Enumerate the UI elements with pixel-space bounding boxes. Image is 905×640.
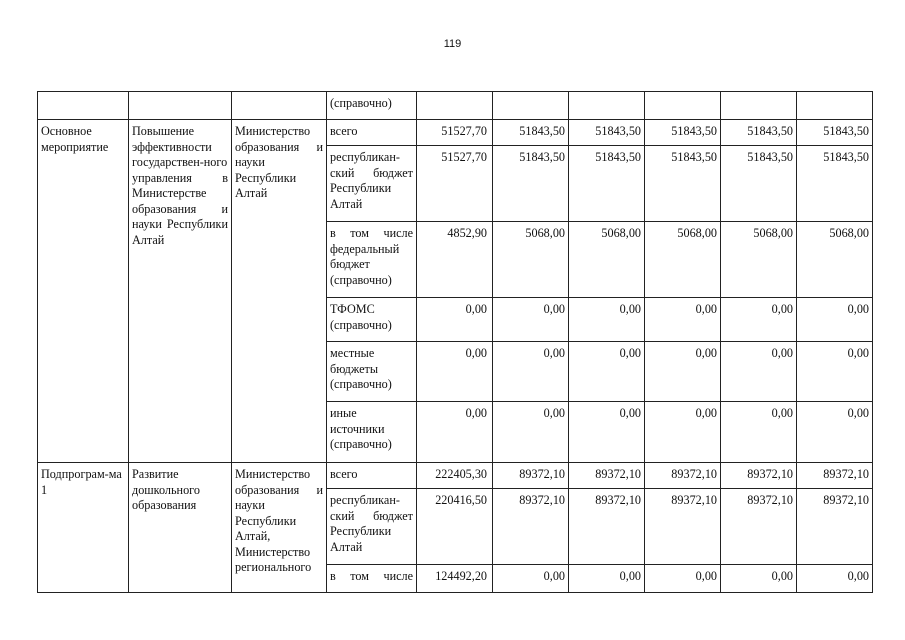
value-cell: 0,00 xyxy=(493,402,569,463)
value-cell: 89372,10 xyxy=(721,463,797,489)
source-cell: республикан-ский бюджет Республики Алтай xyxy=(327,489,417,565)
empty-cell xyxy=(493,92,569,120)
executor-cell: Министерство образования и науки Республики Алтай xyxy=(232,120,327,463)
empty-cell xyxy=(129,92,232,120)
value-cell: 0,00 xyxy=(417,298,493,342)
table-row xyxy=(38,120,873,146)
value-cell: 51843,50 xyxy=(493,146,569,222)
value-cell: 5068,00 xyxy=(721,222,797,298)
value-cell: 51843,50 xyxy=(569,120,645,146)
value-cell: 0,00 xyxy=(493,342,569,402)
budget-table xyxy=(37,91,873,593)
value-cell: 0,00 xyxy=(721,402,797,463)
value-cell: 51527,70 xyxy=(417,120,493,146)
value-cell: 5068,00 xyxy=(569,222,645,298)
value-cell: 89372,10 xyxy=(645,489,721,565)
activity-name-cell: Повышение эффективности государствен-ного управления в Министерстве образования и науки Республики Алтай xyxy=(129,120,232,463)
value-cell: 51527,70 xyxy=(417,146,493,222)
empty-cell xyxy=(645,92,721,120)
empty-cell xyxy=(569,92,645,120)
source-cell: в том числе xyxy=(327,565,417,593)
value-cell: 0,00 xyxy=(493,565,569,593)
value-cell: 51843,50 xyxy=(493,120,569,146)
value-cell: 222405,30 xyxy=(417,463,493,489)
activity-type-cell: Основное мероприятие xyxy=(38,120,129,463)
value-cell: 5068,00 xyxy=(493,222,569,298)
value-cell: 51843,50 xyxy=(721,146,797,222)
value-cell: 0,00 xyxy=(493,298,569,342)
value-cell: 89372,10 xyxy=(645,463,721,489)
table-row xyxy=(38,92,873,120)
source-cell: местные бюджеты (справочно) xyxy=(327,342,417,402)
value-cell: 89372,10 xyxy=(493,489,569,565)
activity-name-cell: Развитие дошкольного образования xyxy=(129,463,232,593)
source-cell: всего xyxy=(327,463,417,489)
page-number: 119 xyxy=(443,38,462,50)
value-cell: 0,00 xyxy=(721,298,797,342)
value-cell: 89372,10 xyxy=(797,489,873,565)
value-cell: 89372,10 xyxy=(569,489,645,565)
source-cell: всего xyxy=(327,120,417,146)
value-cell: 51843,50 xyxy=(645,120,721,146)
source-cell: (справочно) xyxy=(327,92,417,120)
table-row xyxy=(38,463,873,489)
value-cell: 0,00 xyxy=(645,402,721,463)
value-cell: 0,00 xyxy=(417,402,493,463)
empty-cell xyxy=(797,92,873,120)
value-cell: 0,00 xyxy=(645,342,721,402)
source-cell: иные источники (справочно) xyxy=(327,402,417,463)
value-cell: 0,00 xyxy=(797,565,873,593)
value-cell: 51843,50 xyxy=(645,146,721,222)
value-cell: 0,00 xyxy=(721,565,797,593)
value-cell: 89372,10 xyxy=(721,489,797,565)
value-cell: 4852,90 xyxy=(417,222,493,298)
empty-cell xyxy=(232,92,327,120)
executor-cell: Министерство образования и науки Республики Алтай, Министерство регионального xyxy=(232,463,327,593)
value-cell: 0,00 xyxy=(569,565,645,593)
value-cell: 124492,20 xyxy=(417,565,493,593)
value-cell: 51843,50 xyxy=(797,120,873,146)
empty-cell xyxy=(38,92,129,120)
value-cell: 5068,00 xyxy=(797,222,873,298)
value-cell: 0,00 xyxy=(569,298,645,342)
empty-cell xyxy=(417,92,493,120)
value-cell: 0,00 xyxy=(797,342,873,402)
value-cell: 0,00 xyxy=(797,402,873,463)
value-cell: 0,00 xyxy=(645,565,721,593)
value-cell: 0,00 xyxy=(569,342,645,402)
empty-cell xyxy=(721,92,797,120)
source-cell: республикан-ский бюджет Республики Алтай xyxy=(327,146,417,222)
value-cell: 89372,10 xyxy=(569,463,645,489)
value-cell: 89372,10 xyxy=(493,463,569,489)
value-cell: 0,00 xyxy=(645,298,721,342)
value-cell: 5068,00 xyxy=(645,222,721,298)
value-cell: 0,00 xyxy=(417,342,493,402)
value-cell: 51843,50 xyxy=(797,146,873,222)
value-cell: 51843,50 xyxy=(569,146,645,222)
value-cell: 220416,50 xyxy=(417,489,493,565)
value-cell: 51843,50 xyxy=(721,120,797,146)
source-cell: в том числе федеральный бюджет (справочно) xyxy=(327,222,417,298)
value-cell: 0,00 xyxy=(569,402,645,463)
value-cell: 0,00 xyxy=(797,298,873,342)
value-cell: 89372,10 xyxy=(797,463,873,489)
source-cell: ТФОМС (справочно) xyxy=(327,298,417,342)
activity-type-cell: Подпрограм-ма 1 xyxy=(38,463,129,593)
value-cell: 0,00 xyxy=(721,342,797,402)
